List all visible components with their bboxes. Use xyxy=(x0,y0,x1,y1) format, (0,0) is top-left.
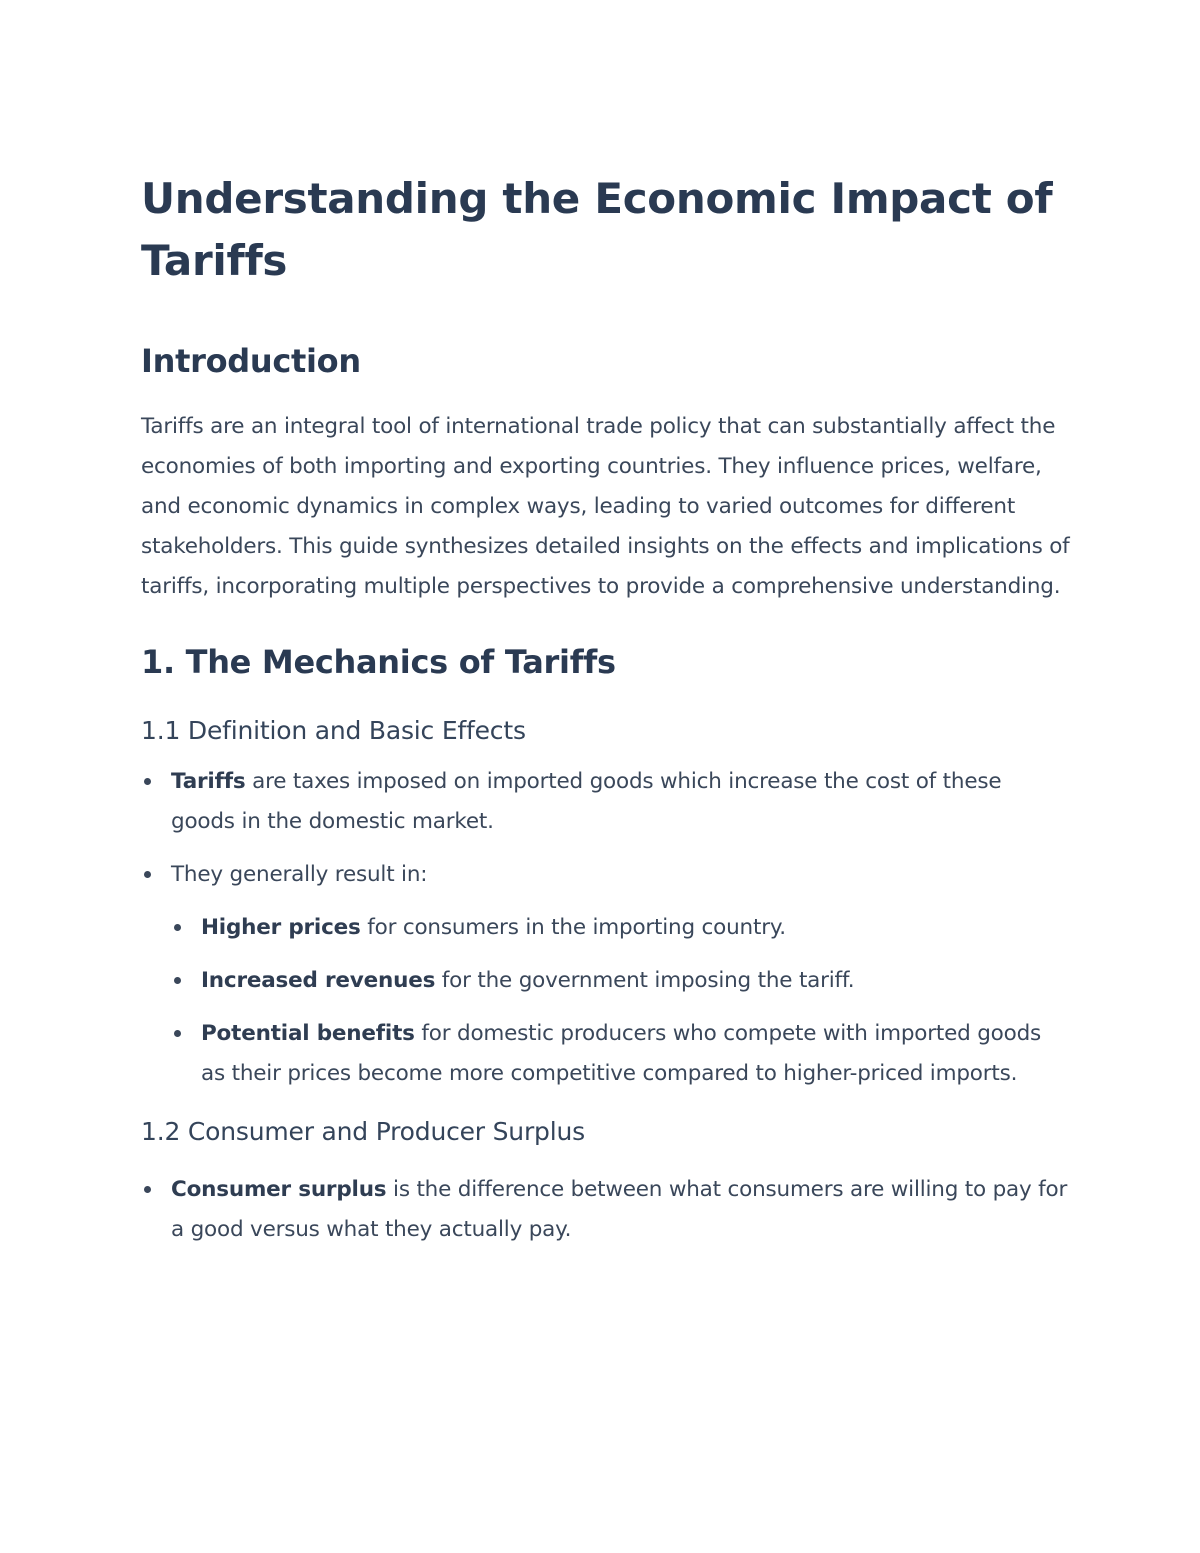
list-item-text: is the difference between what consumers are willing to pay for a good versus what they actually pay. xyxy=(171,1177,1068,1242)
list-item-text: for the government imposing the tariff. xyxy=(435,968,855,993)
list-item-bold: Potential benefits xyxy=(201,1021,415,1046)
bullet-icon xyxy=(174,924,181,931)
list-item-tariffs xyxy=(141,762,1071,842)
list-item-text: They generally result in: xyxy=(171,862,428,887)
list-item-bold: Tariffs xyxy=(171,769,246,794)
document-page xyxy=(141,168,1071,1263)
list-item-bold: Higher prices xyxy=(201,915,361,940)
bullet-icon xyxy=(144,778,151,785)
bullet-icon xyxy=(144,1186,151,1193)
introduction-heading: Introduction xyxy=(141,342,361,380)
list-item-text: are taxes imposed on imported goods which increase the cost of these goods in the domestic market. xyxy=(171,769,1002,834)
list-item-bold: Increased revenues xyxy=(201,968,436,993)
nested-list-item-increased-revenues xyxy=(171,961,1071,1001)
section-1-2-heading: 1.2 Consumer and Producer Surplus xyxy=(141,1117,585,1146)
list-item-bold: Consumer surplus xyxy=(171,1177,387,1202)
section-1-heading: 1. The Mechanics of Tariffs xyxy=(141,643,616,681)
list-item-text: for consumers in the importing country. xyxy=(360,915,786,940)
section-1-2-list xyxy=(141,1170,1071,1250)
section-1-1-heading: 1.1 Definition and Basic Effects xyxy=(141,716,526,745)
document-title: Understanding the Economic Impact of Tariffs xyxy=(141,174,1053,285)
bullet-icon xyxy=(174,1030,181,1037)
nested-list-item-potential-benefits xyxy=(171,1014,1071,1094)
list-item-result xyxy=(141,855,1071,1094)
introduction-paragraph: Tariffs are an integral tool of international trade policy that can substantially affect the economies of both importing and exporting countries. They influence prices, welfare, and economic dynamics in complex ways, leading to varied outcomes for different stakeholders. This guide synthesizes detailed insights on the effects and implications of tariffs, incorporating multiple perspectives to provide a comprehensive understanding. xyxy=(141,414,1070,599)
nested-list xyxy=(171,908,1071,1094)
bullet-icon xyxy=(174,977,181,984)
list-item-text: for domestic producers who compete with imported goods as their prices become more competitive compared to higher-priced imports. xyxy=(201,1021,1042,1086)
section-1-1-list xyxy=(141,762,1071,1094)
list-item-consumer-surplus xyxy=(141,1170,1071,1250)
bullet-icon xyxy=(144,871,151,878)
nested-list-item-higher-prices xyxy=(171,908,1071,948)
